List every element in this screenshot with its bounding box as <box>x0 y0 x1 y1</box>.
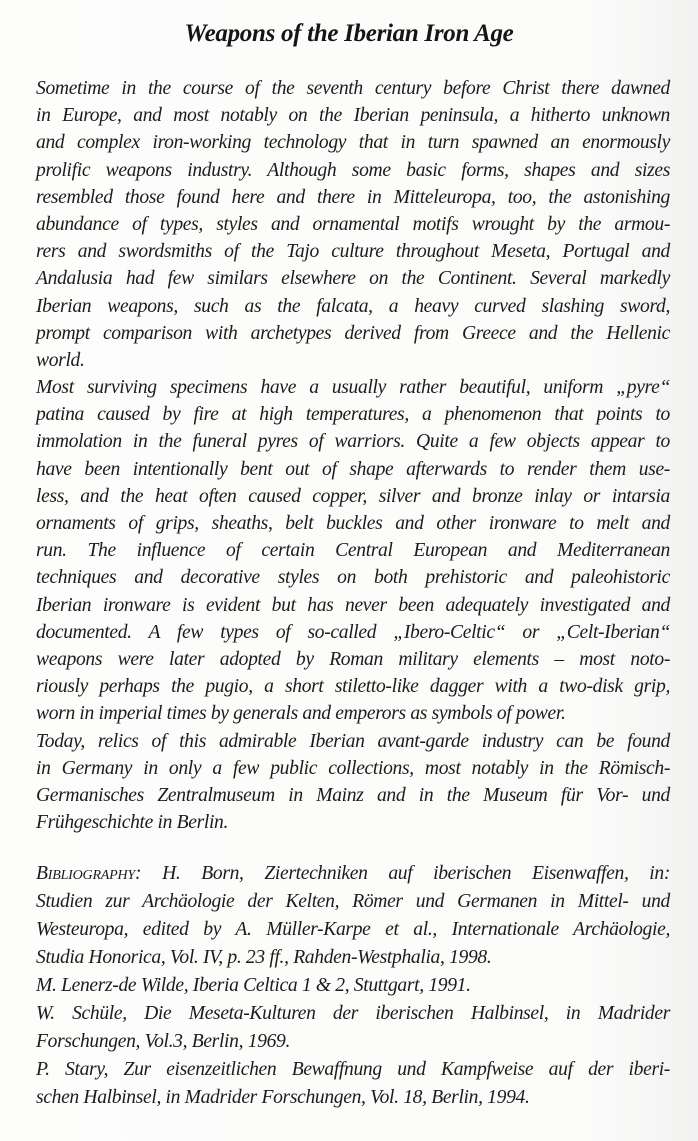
text-line: in Germany in only a few public collections, most notably in the Römisch- <box>36 757 670 779</box>
page-title: Weapons of the Iberian Iron Age <box>184 20 514 47</box>
text-line: in Europe, and most notably on the Iberian peninsula, a hitherto unknown <box>36 105 670 127</box>
text-line: ornaments of grips, sheaths, belt buckles and other ironware to melt and <box>36 513 670 534</box>
bibliography-line: W. Schüle, Die Meseta-Kulturen der iberischen Halbinsel, in Madrider <box>36 1003 670 1024</box>
text-line: prolific weapons industry. Although some basic forms, shapes and sizes <box>36 159 670 181</box>
bibliography-line: Studien zur Archäologie der Kelten, Römer und Germanen in Mittel- und <box>36 891 670 912</box>
text-line: Andalusia had few similars elsewhere on the Continent. Several markedly <box>36 268 670 290</box>
body-text <box>36 75 670 836</box>
text-line: less, and the heat often caused copper, silver and bronze inlay or intarsia <box>36 485 670 507</box>
text-line: Today, relics of this admirable Iberian avant-garde industry can be found <box>36 730 670 752</box>
bibliography-line: Forschungen, Vol.3, Berlin, 1969. <box>36 1031 291 1052</box>
bibliography-label: Bibliography: <box>36 863 142 884</box>
text-line: prompt comparison with archetypes derived from Greece and the Hellenic <box>36 322 670 344</box>
text-line: Frühgeschichte in Berlin. <box>36 812 229 834</box>
text-line: and complex iron-working technology that in turn spawned an enormously <box>36 132 670 154</box>
text-line: abundance of types, styles and ornamental motifs wrought by the armou- <box>36 213 670 235</box>
bibliography-line: Westeuropa, edited by A. Müller-Karpe et al., Internationale Archäologie, <box>36 919 670 940</box>
bibliography-entry-line <box>36 860 670 888</box>
text-line: run. The influence of certain Central European and Mediterranean <box>36 540 670 562</box>
bibliography-line: Studia Honorica, Vol. IV, p. 23 ff., Rahden-Westphalia, 1998. <box>36 947 492 968</box>
bibliography-line: M. Lenerz-de Wilde, Iberia Celtica 1 & 2, Stuttgart, 1991. <box>36 975 471 996</box>
bibliography <box>36 860 670 1112</box>
bibliography-line: schen Halbinsel, in Madrider Forschungen, Vol. 18, Berlin, 1994. <box>36 1087 530 1108</box>
text-line: weapons were later adopted by Roman military elements – most noto- <box>36 648 670 670</box>
text-line: have been intentionally bent out of shape afterwards to render them use- <box>36 458 670 480</box>
text-line: rers and swordsmiths of the Tajo culture throughout Meseta, Portugal and <box>36 241 670 263</box>
text-line: patina caused by fire at high temperatures, a phenomenon that points to <box>36 404 670 426</box>
text-line: Sometime in the course of the seventh century before Christ there dawned <box>36 78 670 99</box>
text-line: techniques and decorative styles on both prehistoric and paleohistoric <box>36 567 670 589</box>
text-line: riously perhaps the pugio, a short stiletto-like dagger with a two-disk grip, <box>36 676 670 698</box>
bibliography-line: P. Stary, Zur eisenzeitlichen Bewaffnung und Kampfweise auf der iberi- <box>36 1059 670 1080</box>
text-line: Germanisches Zentralmuseum in Mainz and in the Museum für Vor- und <box>36 784 670 806</box>
text-line: Iberian ironware is evident but has never been adequately investigated and <box>36 594 670 616</box>
text-line: Most surviving specimens have a usually rather beautiful, uniform „pyre“ <box>36 377 670 399</box>
text-line: worn in imperial times by generals and emperors as symbols of power. <box>36 703 566 725</box>
text-line: resembled those found here and there in Mitteleuropa, too, the astonishing <box>36 186 670 208</box>
bibliography-text: H. Born, Ziertechniken auf iberischen Eisenwaffen, in: <box>141 863 670 884</box>
text-line: documented. A few types of so-called „Ibero-Celtic“ or „Celt-Iberian“ <box>36 621 670 643</box>
text-line: immolation in the funeral pyres of warriors. Quite a few objects appear to <box>36 431 670 453</box>
text-line: world. <box>36 349 85 371</box>
text-line: Iberian weapons, such as the falcata, a heavy curved slashing sword, <box>36 295 670 317</box>
